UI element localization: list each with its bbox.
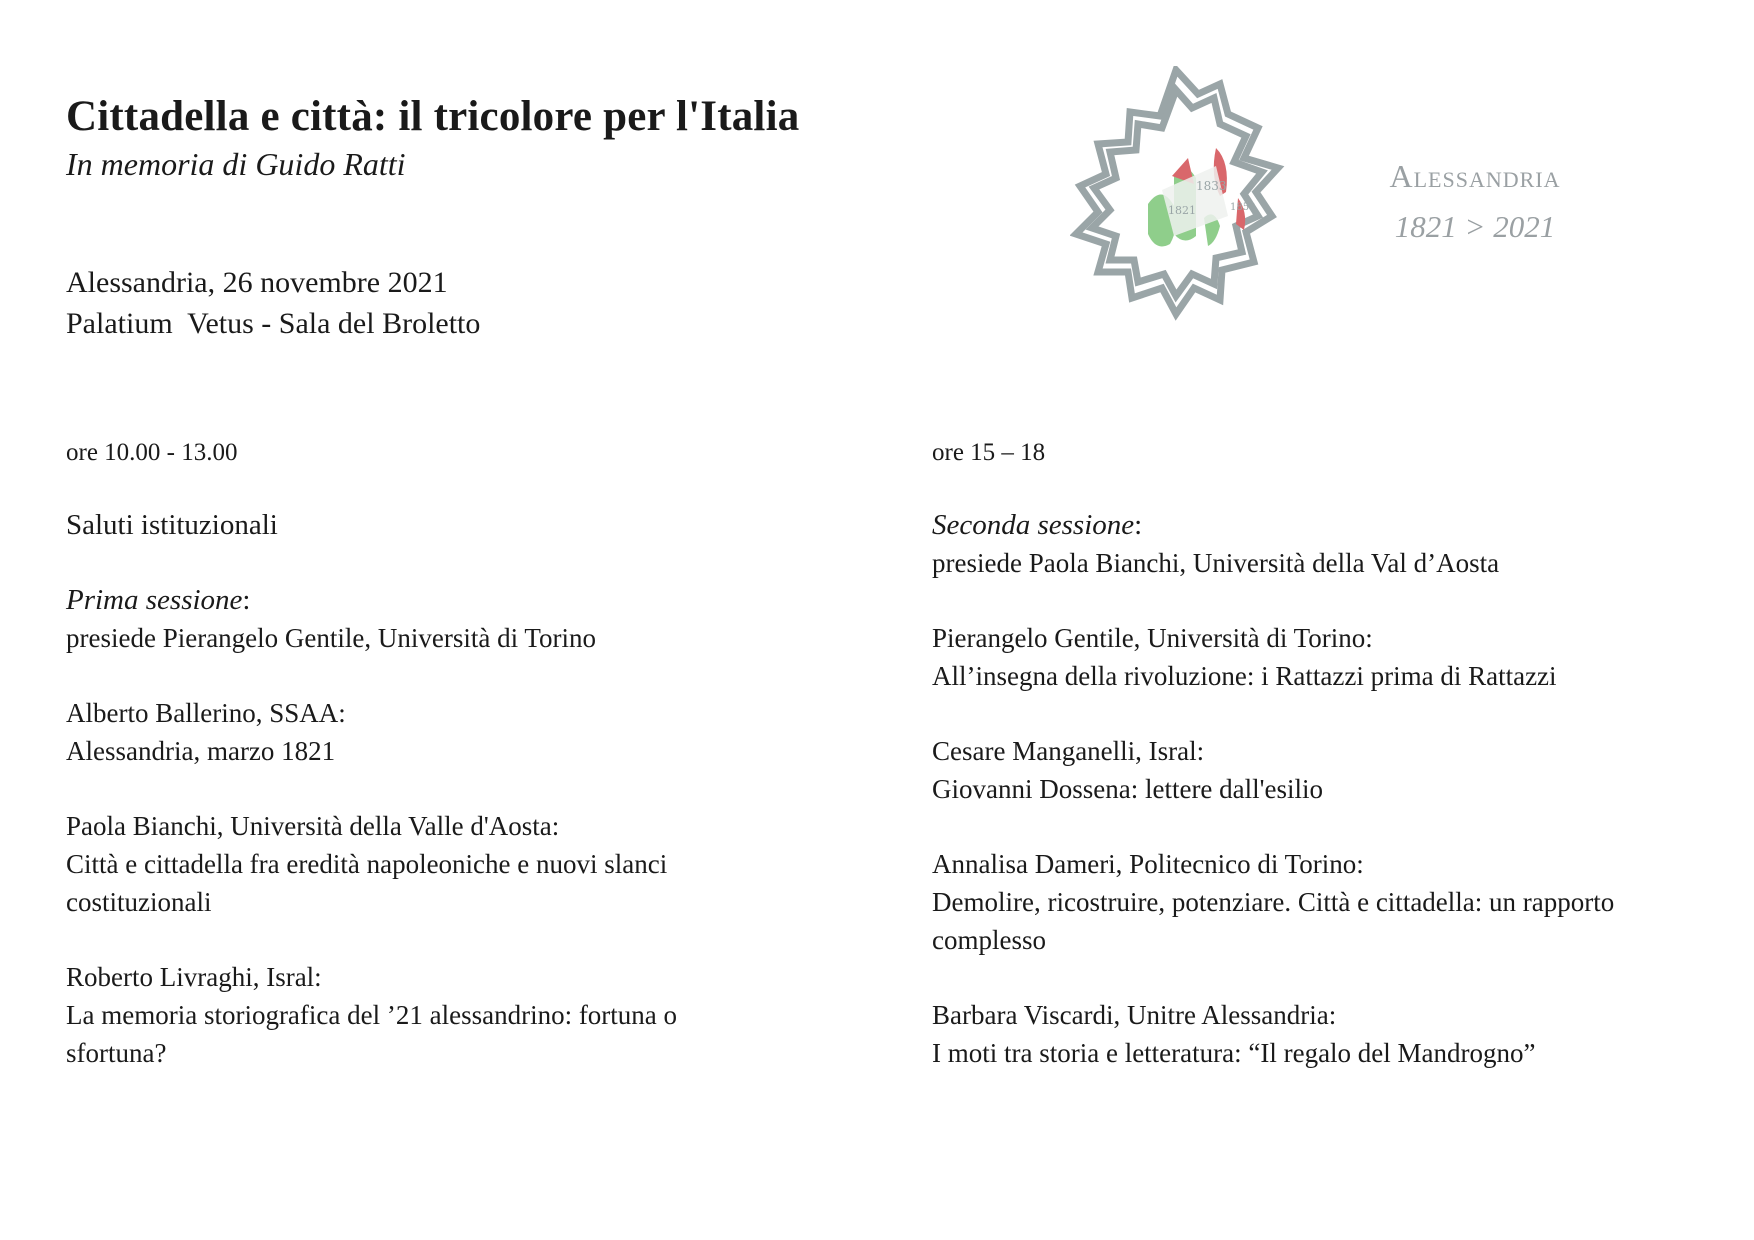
logo-years: 1821 > 2021 xyxy=(1394,209,1556,244)
page-subtitle: In memoria di Guido Ratti xyxy=(66,146,406,182)
talk-speaker: Barbara Viscardi, Unitre Alessandria: xyxy=(932,1000,1337,1030)
talk-title: Città e cittadella fra eredità napoleoniche e nuovi slanci costituzionali xyxy=(66,849,668,917)
logo-city-name: Alessandria xyxy=(1389,158,1561,194)
logo-caption xyxy=(1345,158,1605,245)
morning-time: ore 10.00 - 13.00 xyxy=(66,439,238,466)
page-title: Cittadella e città: il tricolore per l'Italia xyxy=(66,93,800,140)
talk-title: All’insegna della rivoluzione: i Rattazzi prima di Rattazzi xyxy=(932,661,1557,691)
talk-title: Demolire, ricostruire, potenziare. Città e cittadella: un rapporto complesso xyxy=(932,887,1615,955)
talk-speaker: Cesare Manganelli, Isral: xyxy=(932,736,1205,766)
flag-year-1: 1821 xyxy=(1168,204,1196,217)
event-date: Alessandria, 26 novembre 2021 xyxy=(66,266,448,299)
citadel-flag-logo xyxy=(1070,66,1370,356)
talk-item xyxy=(932,845,1712,959)
talk-item xyxy=(932,619,1712,695)
flag-year-3: 1859 xyxy=(1230,202,1256,213)
talk-speaker: Annalisa Dameri, Politecnico di Torino: xyxy=(932,849,1364,879)
morning-session-label: Prima sessione xyxy=(66,584,243,616)
talk-speaker: Roberto Livraghi, Isral: xyxy=(66,962,322,992)
talk-item xyxy=(932,732,1712,808)
talk-speaker: Paola Bianchi, Università della Valle d'Aosta: xyxy=(66,811,560,841)
talk-item xyxy=(66,958,766,1072)
talk-title: La memoria storiografica del ’21 alessandrino: fortuna o sfortuna? xyxy=(66,1000,678,1068)
greetings: Saluti istituzionali xyxy=(66,509,278,541)
talk-title: I moti tra storia e letteratura: “Il regalo del Mandrogno” xyxy=(932,1038,1536,1068)
afternoon-session-colon: : xyxy=(1134,509,1143,541)
talk-speaker: Pierangelo Gentile, Università di Torino: xyxy=(932,623,1373,653)
morning-session xyxy=(66,581,766,657)
event-details xyxy=(66,262,480,344)
afternoon-program xyxy=(932,434,1712,1109)
flag-year-2: 1833 xyxy=(1196,179,1227,193)
afternoon-time: ore 15 – 18 xyxy=(932,439,1046,466)
morning-session-colon: : xyxy=(242,584,251,616)
event-venue: Palatium Vetus - Sala del Broletto xyxy=(66,307,481,340)
talk-speaker: Alberto Ballerino, SSAA: xyxy=(66,698,346,728)
talk-item xyxy=(66,807,766,921)
afternoon-session-label: Seconda sessione xyxy=(932,509,1135,541)
talk-item xyxy=(66,694,766,770)
talk-title: Alessandria, marzo 1821 xyxy=(66,736,336,766)
talk-title: Giovanni Dossena: lettere dall'esilio xyxy=(932,774,1324,804)
talk-item xyxy=(932,996,1712,1072)
morning-chair: presiede Pierangelo Gentile, Università di Torino xyxy=(66,623,596,653)
afternoon-session xyxy=(932,506,1712,582)
morning-program xyxy=(66,434,766,1109)
afternoon-chair: presiede Paola Bianchi, Università della Val d’Aosta xyxy=(932,548,1500,578)
